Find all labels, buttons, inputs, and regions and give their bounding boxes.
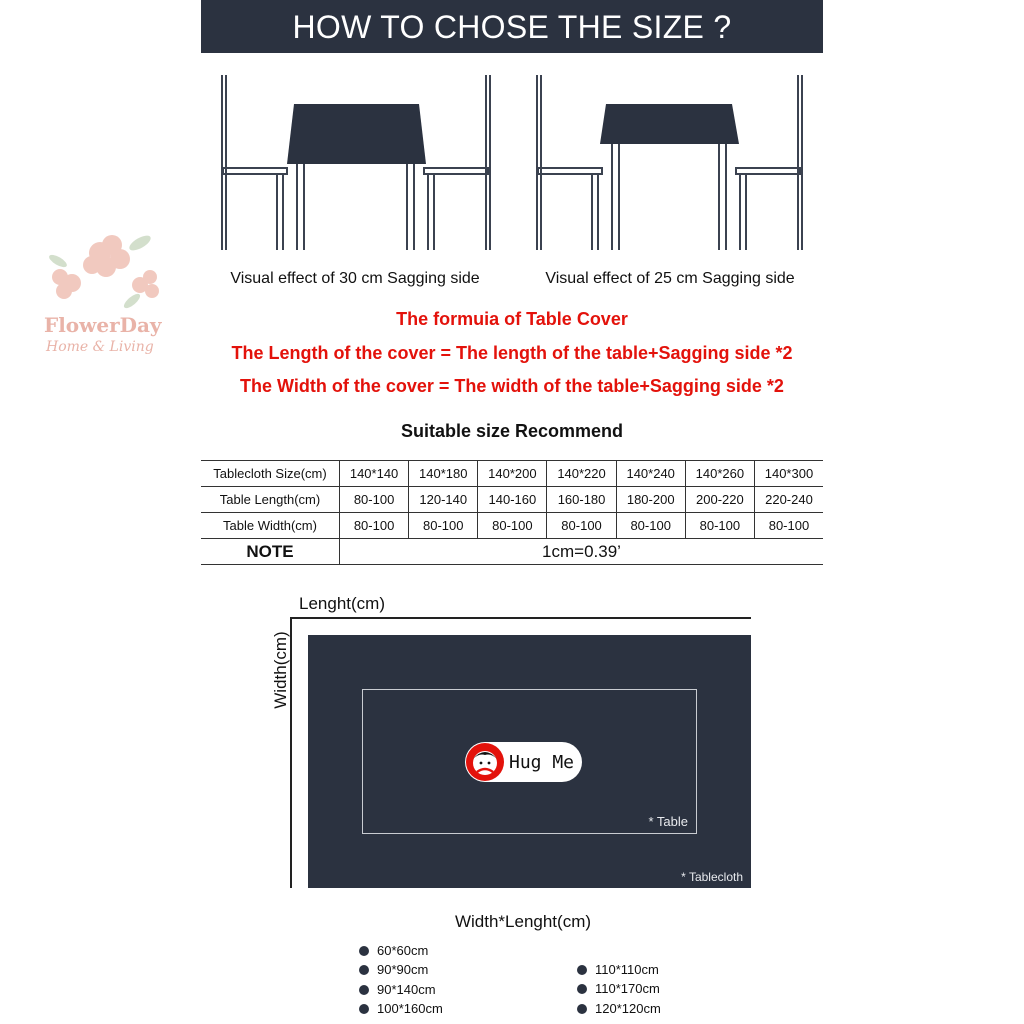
hug-me-logo [465, 742, 582, 782]
bullet-icon [359, 965, 369, 975]
table-cell: 80-100 [547, 513, 616, 539]
table-cell: 80-100 [340, 487, 409, 513]
length-axis-line [291, 617, 751, 619]
table-cell: 80-100 [478, 513, 547, 539]
formula-length: The Length of the cover = The length of the table+Sagging side *2 [231, 343, 793, 363]
table-cell: 180-200 [616, 487, 685, 513]
tablecloth-label: * Tablecloth [681, 870, 743, 884]
formula-title: The formuia of Table Cover [396, 309, 628, 329]
list-item: 100*160cm [359, 999, 443, 1018]
size-list-right [577, 960, 661, 1018]
list-item: 60*60cm [359, 941, 443, 960]
flower-icon [40, 225, 170, 310]
list-item: 110*170cm [577, 979, 661, 998]
bullet-icon [359, 1004, 369, 1014]
bullet-icon [359, 946, 369, 956]
table-cell: 80-100 [340, 513, 409, 539]
girl-face-icon [465, 742, 505, 782]
sagging-30cm-illustration [215, 70, 500, 255]
row-header: Table Length(cm) [201, 487, 340, 513]
table-label: * Table [648, 814, 688, 829]
size-list-left [359, 941, 443, 1018]
table-row [201, 487, 823, 513]
tablecloth-area [308, 635, 751, 888]
table-cell: 200-220 [685, 487, 754, 513]
sagging-25cm-illustration [530, 70, 815, 255]
table-row-note [201, 539, 823, 565]
table-cell: 140*260 [685, 461, 754, 487]
table-cell: 160-180 [547, 487, 616, 513]
table-cell: 140-160 [478, 487, 547, 513]
table-cell: 220-240 [754, 487, 823, 513]
table-area [362, 689, 697, 834]
table-cell: 80-100 [685, 513, 754, 539]
table-cell: 140*200 [478, 461, 547, 487]
table-cell: 140*140 [340, 461, 409, 487]
table-cell: 120-140 [409, 487, 478, 513]
table-cell: 80-100 [754, 513, 823, 539]
row-header: Tablecloth Size(cm) [201, 461, 340, 487]
table-cell: 140*240 [616, 461, 685, 487]
right-caption: Visual effect of 25 cm Sagging side [545, 270, 795, 287]
bullet-icon [577, 1004, 587, 1014]
table-cell: 140*220 [547, 461, 616, 487]
bullet-icon [577, 984, 587, 994]
list-item: 110*110cm [577, 960, 661, 979]
table-cell: 80-100 [616, 513, 685, 539]
row-header: Table Width(cm) [201, 513, 340, 539]
width-axis-label: Width(cm) [271, 631, 290, 709]
table-row [201, 461, 823, 487]
tablecloth-shape [287, 104, 426, 164]
length-axis-label: Lenght(cm) [299, 594, 385, 613]
page-title: HOW TO CHOSE THE SIZE ? [201, 0, 823, 53]
watermark-tagline: Home & Living [46, 339, 154, 355]
formula-width: The Width of the cover = The width of the table+Sagging side *2 [240, 376, 784, 396]
diagram-caption: Width*Lenght(cm) [454, 912, 592, 931]
table-cell: 140*300 [754, 461, 823, 487]
note-value: 1cm=0.39’ [340, 539, 824, 565]
recommend-title: Suitable size Recommend [400, 421, 624, 441]
bullet-icon [359, 985, 369, 995]
size-recommend-table [201, 460, 823, 565]
bullet-icon [577, 965, 587, 975]
list-item: 90*90cm [359, 960, 443, 979]
logo-text: Hug Me [509, 751, 575, 773]
table-row [201, 513, 823, 539]
watermark-brand: FlowerDay [44, 313, 162, 337]
left-caption: Visual effect of 30 cm Sagging side [230, 270, 480, 287]
note-label: NOTE [201, 539, 340, 565]
table-cell: 140*180 [409, 461, 478, 487]
tablecloth-shape [600, 104, 739, 144]
table-cell: 80-100 [409, 513, 478, 539]
list-item: 120*120cm [577, 999, 661, 1018]
list-item: 90*140cm [359, 980, 443, 999]
